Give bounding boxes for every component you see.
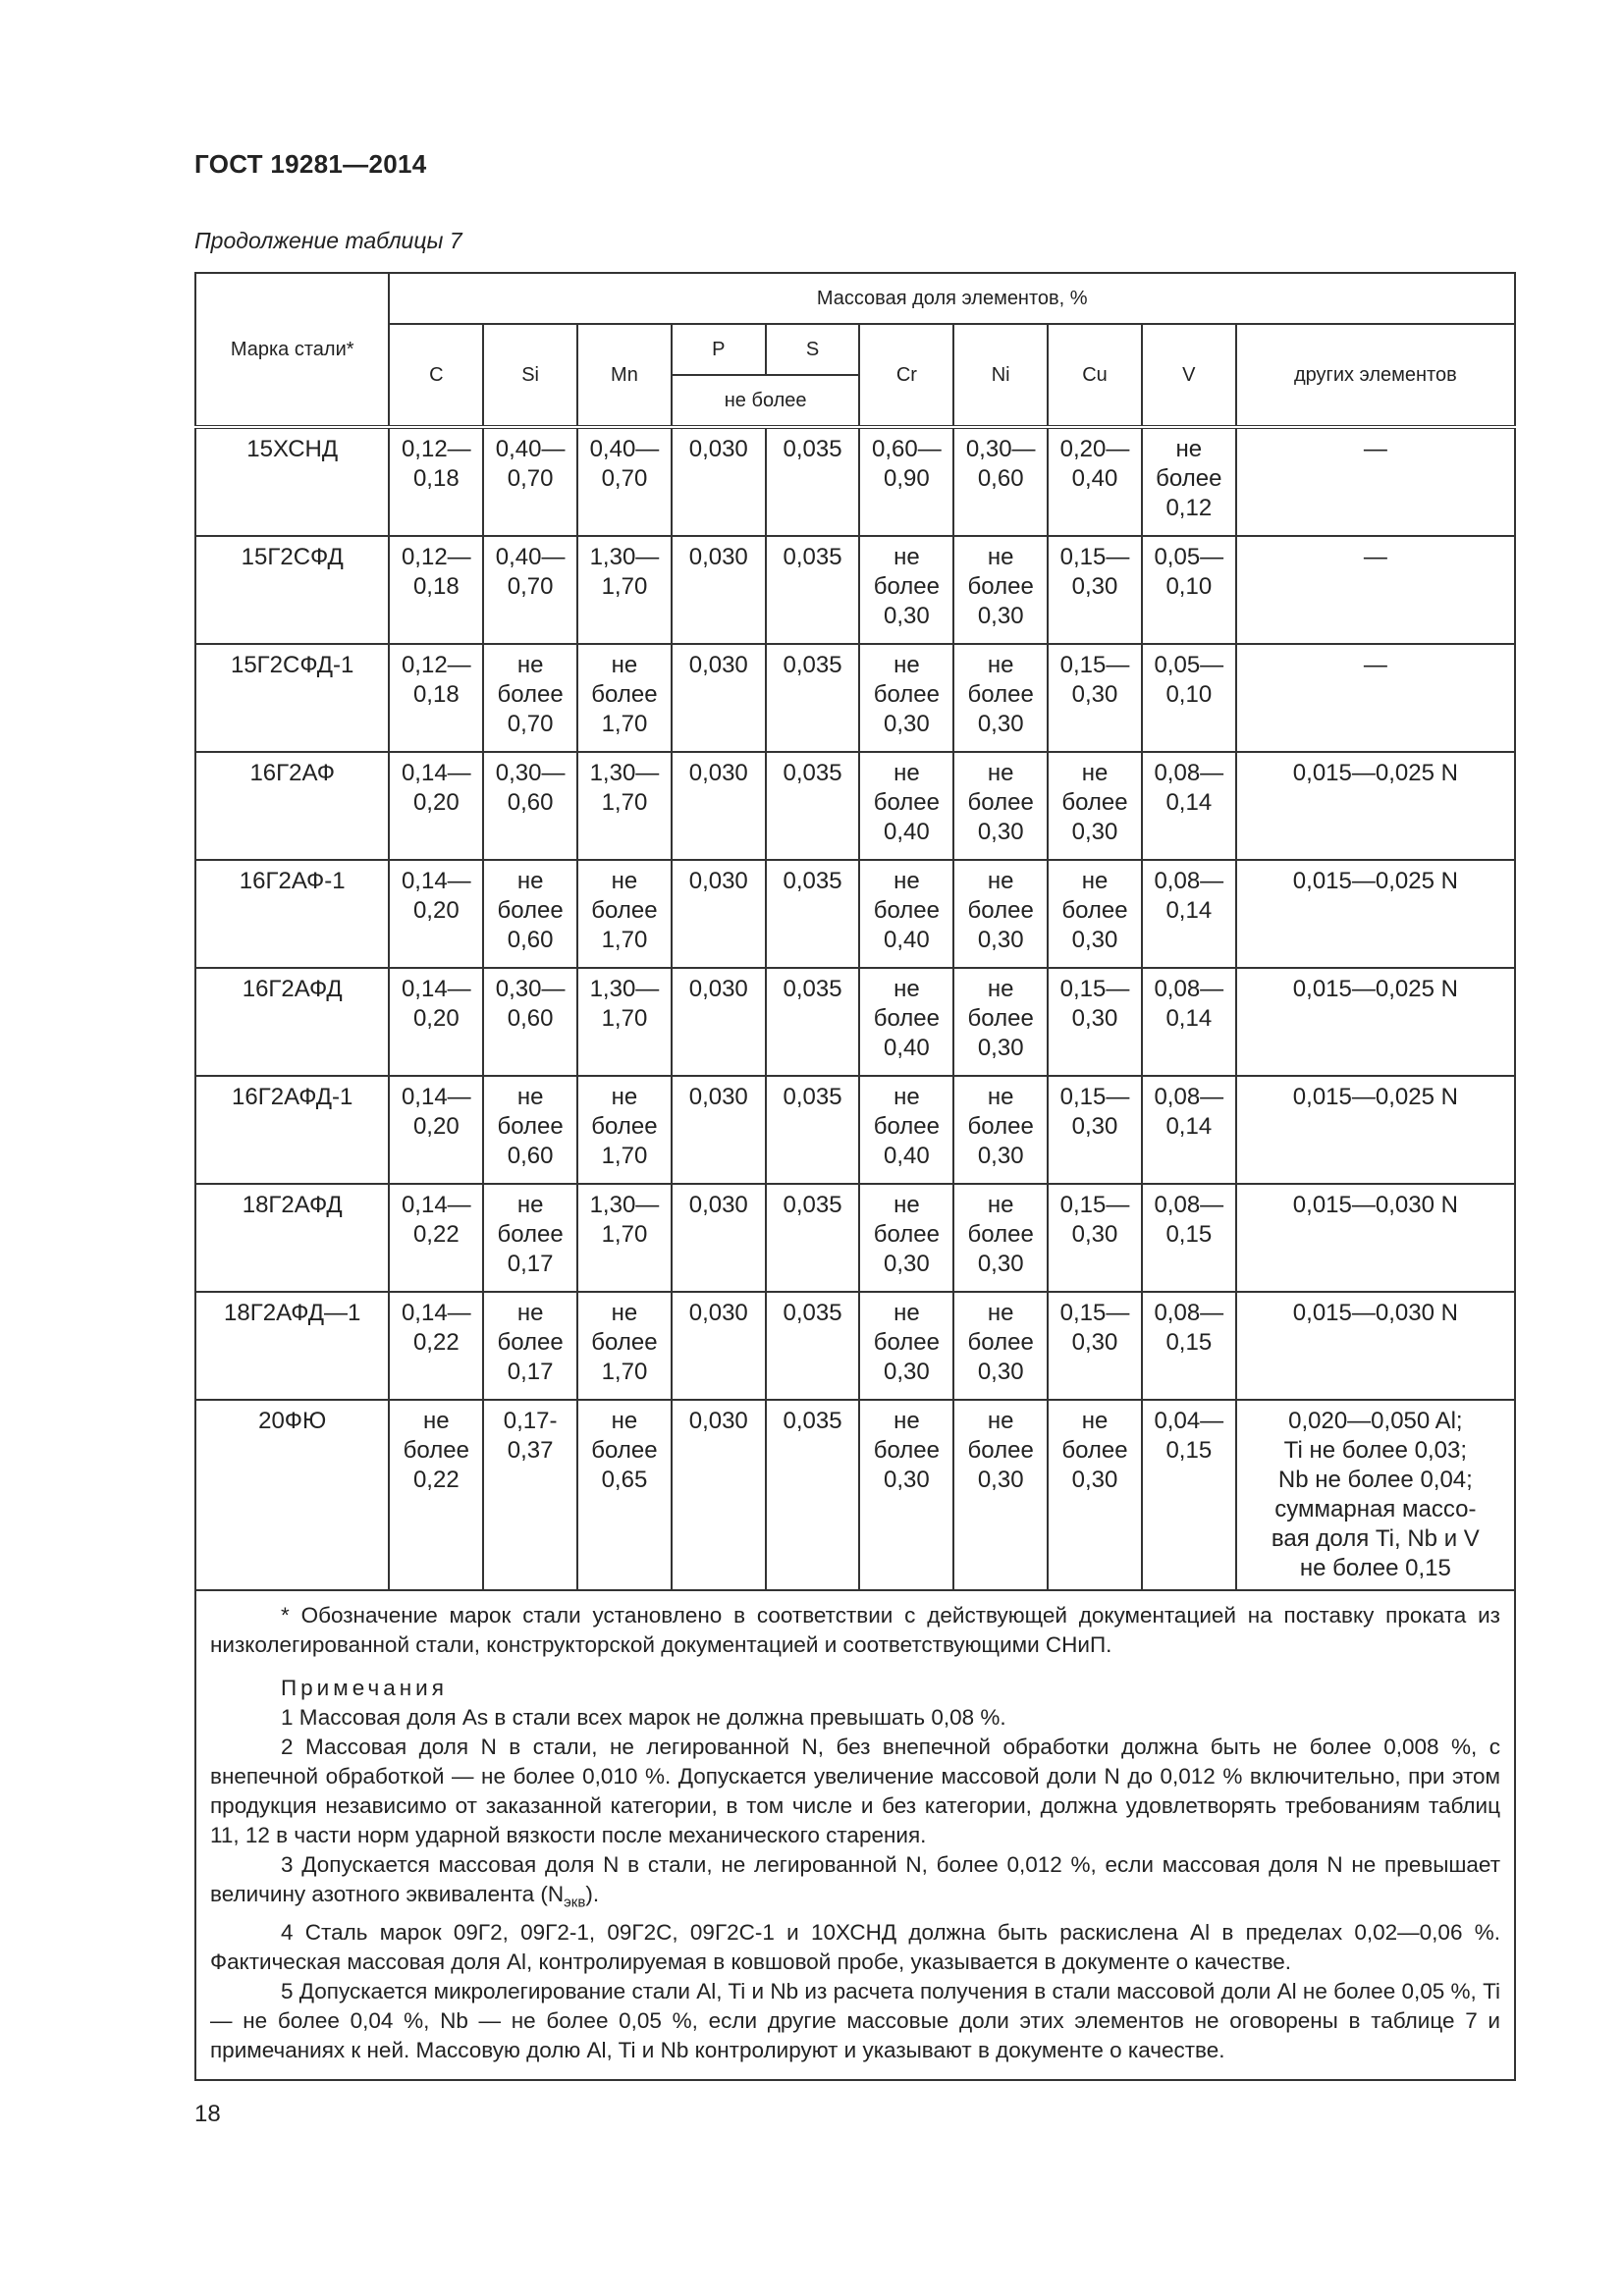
header-group: Массовая доля элементов, % <box>389 273 1515 324</box>
value-cell: 0,15— 0,30 <box>1048 968 1142 1076</box>
value-cell: 0,30— 0,60 <box>483 752 577 860</box>
value-cell: 0,17- 0,37 <box>483 1400 577 1590</box>
value-cell: не более 0,40 <box>859 860 953 968</box>
value-cell: 0,035 <box>766 860 860 968</box>
value-cell: 0,030 <box>672 1184 766 1292</box>
value-cell: 0,14— 0,22 <box>389 1292 483 1400</box>
value-cell: 0,40— 0,70 <box>483 427 577 536</box>
composition-table <box>194 272 1516 1591</box>
grade-cell: 15Г2СФД <box>195 536 389 644</box>
value-cell: 0,030 <box>672 427 766 536</box>
value-cell: 0,030 <box>672 1400 766 1590</box>
value-cell: не более 0,40 <box>859 968 953 1076</box>
value-cell: не более 0,30 <box>953 1076 1048 1184</box>
value-cell: 0,14— 0,20 <box>389 860 483 968</box>
header-p: P <box>672 324 766 375</box>
value-cell: 0,030 <box>672 644 766 752</box>
value-cell: не более 0,30 <box>953 860 1048 968</box>
value-cell: — <box>1236 427 1515 536</box>
grade-cell: 20ФЮ <box>195 1400 389 1590</box>
value-cell: 0,035 <box>766 1184 860 1292</box>
grade-cell: 15Г2СФД-1 <box>195 644 389 752</box>
value-cell: не более 0,70 <box>483 644 577 752</box>
value-cell: 0,08— 0,14 <box>1142 968 1236 1076</box>
value-cell: не более 0,17 <box>483 1292 577 1400</box>
grade-cell: 18Г2АФД—1 <box>195 1292 389 1400</box>
value-cell: 0,04— 0,15 <box>1142 1400 1236 1590</box>
value-cell: 0,12— 0,18 <box>389 536 483 644</box>
value-cell: 0,08— 0,14 <box>1142 860 1236 968</box>
value-cell: не более 0,30 <box>1048 1400 1142 1590</box>
value-cell: не более 0,60 <box>483 1076 577 1184</box>
header-si: Si <box>483 324 577 427</box>
table-row <box>195 1076 1515 1184</box>
value-cell: 0,08— 0,14 <box>1142 1076 1236 1184</box>
grade-cell: 16Г2АФ <box>195 752 389 860</box>
value-cell: 0,60— 0,90 <box>859 427 953 536</box>
note-2: 2 Массовая доля N в стали, не легированной N, без внепечной обработки должна быть не более 0,008 %, с внепечной обработкой — не более 0,010 %. Допускается увеличение массовой доли N до 0,012 % включительно, при этом продукция независимо от заказанной категории, в том числе и без категории, должна удовлетворять требованиям таблиц 11, 12 в части норм ударной вязкости после механического старения. <box>210 1735 1500 1847</box>
table-caption: Продолжение таблицы 7 <box>194 228 462 253</box>
value-cell: 0,030 <box>672 536 766 644</box>
value-cell: 0,30— 0,60 <box>483 968 577 1076</box>
value-cell: 0,035 <box>766 1292 860 1400</box>
value-cell: не более 0,60 <box>483 860 577 968</box>
value-cell: 0,015—0,025 N <box>1236 860 1515 968</box>
page-number: 18 <box>194 2101 221 2127</box>
table-row <box>195 536 1515 644</box>
table-row <box>195 860 1515 968</box>
value-cell: — <box>1236 536 1515 644</box>
notes-block <box>194 1591 1516 2081</box>
header-grade: Марка стали* <box>195 273 389 427</box>
value-cell: 0,020—0,050 Al; Ti не более 0,03; Nb не более 0,04; суммарная массо- вая доля Ti, Nb и V не более 0,15 <box>1236 1400 1515 1590</box>
value-cell: не более 0,30 <box>953 644 1048 752</box>
note-4: 4 Сталь марок 09Г2, 09Г2-1, 09Г2С, 09Г2С-1 и 10ХСНД должна быть раскислена Al в пределах 0,02—0,06 %. Фактическая массовая доля Al, контролируемая в ковшовой пробе, указывается в документе о качестве. <box>210 1919 1500 1974</box>
value-cell: 0,40— 0,70 <box>483 536 577 644</box>
value-cell: 0,15— 0,30 <box>1048 1076 1142 1184</box>
table-row <box>195 1400 1515 1590</box>
value-cell: не более 0,30 <box>953 1184 1048 1292</box>
value-cell: 0,015—0,030 N <box>1236 1184 1515 1292</box>
footnote: * Обозначение марок стали установлено в соответствии с действующей документацией на поставку проката из низколегированной стали, конструкторской документацией и соответствующими СНиП. <box>210 1603 1500 1657</box>
value-cell: 0,05— 0,10 <box>1142 644 1236 752</box>
value-cell: 0,40— 0,70 <box>577 427 672 536</box>
table-row <box>195 968 1515 1076</box>
value-cell: не более 1,70 <box>577 860 672 968</box>
value-cell: не более 0,17 <box>483 1184 577 1292</box>
value-cell: 0,12— 0,18 <box>389 644 483 752</box>
table-row <box>195 427 1515 536</box>
header-ni: Ni <box>953 324 1048 427</box>
value-cell: 1,30— 1,70 <box>577 1184 672 1292</box>
header-cr: Cr <box>859 324 953 427</box>
header-cu: Cu <box>1048 324 1142 427</box>
notes-title: Примечания <box>281 1676 448 1700</box>
value-cell: 0,30— 0,60 <box>953 427 1048 536</box>
value-cell: 0,035 <box>766 644 860 752</box>
value-cell: не более 0,30 <box>1048 752 1142 860</box>
value-cell: не более 0,30 <box>1048 860 1142 968</box>
header-mn: Mn <box>577 324 672 427</box>
value-cell: не более 0,30 <box>953 968 1048 1076</box>
value-cell: не более 0,40 <box>859 752 953 860</box>
grade-cell: 16Г2АФ-1 <box>195 860 389 968</box>
grade-cell: 16Г2АФД <box>195 968 389 1076</box>
value-cell: не более 0,30 <box>859 536 953 644</box>
value-cell: 0,08— 0,15 <box>1142 1292 1236 1400</box>
value-cell: 0,14— 0,20 <box>389 752 483 860</box>
value-cell: 0,15— 0,30 <box>1048 644 1142 752</box>
value-cell: 0,14— 0,22 <box>389 1184 483 1292</box>
value-cell: 0,030 <box>672 1292 766 1400</box>
value-cell: 0,15— 0,30 <box>1048 1184 1142 1292</box>
value-cell: не более 0,30 <box>953 1292 1048 1400</box>
value-cell: 0,030 <box>672 968 766 1076</box>
value-cell: 0,12— 0,18 <box>389 427 483 536</box>
value-cell: 0,015—0,025 N <box>1236 968 1515 1076</box>
value-cell: не более 0,40 <box>859 1076 953 1184</box>
value-cell: не более 0,65 <box>577 1400 672 1590</box>
table-body <box>195 427 1515 1590</box>
value-cell: не более 0,30 <box>953 752 1048 860</box>
value-cell: 0,035 <box>766 1400 860 1590</box>
grade-cell: 16Г2АФД-1 <box>195 1076 389 1184</box>
value-cell: не более 0,30 <box>953 1400 1048 1590</box>
value-cell: 0,035 <box>766 1076 860 1184</box>
note-5: 5 Допускается микролегирование стали Al, Ti и Nb из расчета получения в стали массовой доли Al не более 0,05 %, Ti — не более 0,04 %, Nb — не более 0,05 %, если другие массовые доли этих элементов не оговорены в таблице 7 и примечаниях к ней. Массовую долю Al, Ti и Nb контролируют и указывают в документе о качестве. <box>210 1978 1500 2062</box>
value-cell: — <box>1236 644 1515 752</box>
value-cell: 0,030 <box>672 860 766 968</box>
value-cell: 0,035 <box>766 968 860 1076</box>
table-container <box>194 272 1516 2081</box>
value-cell: 0,15— 0,30 <box>1048 536 1142 644</box>
value-cell: 1,30— 1,70 <box>577 752 672 860</box>
value-cell: 0,015—0,025 N <box>1236 1076 1515 1184</box>
value-cell: 0,20— 0,40 <box>1048 427 1142 536</box>
value-cell: 0,14— 0,20 <box>389 968 483 1076</box>
document-code: ГОСТ 19281—2014 <box>194 149 427 179</box>
grade-cell: 18Г2АФД <box>195 1184 389 1292</box>
header-other: других элементов <box>1236 324 1515 427</box>
value-cell: 1,30— 1,70 <box>577 968 672 1076</box>
value-cell: 0,08— 0,14 <box>1142 752 1236 860</box>
table-row <box>195 1292 1515 1400</box>
note-3: 3 Допускается массовая доля N в стали, не легированной N, более 0,012 %, если массовая доля N не превышает величину азотного эквивалента $(N_{экв})$. <box>210 1852 1500 1911</box>
value-cell: 0,15— 0,30 <box>1048 1292 1142 1400</box>
header-not-more: не более <box>672 375 860 427</box>
value-cell: 0,015—0,025 N <box>1236 752 1515 860</box>
value-cell: не более 1,70 <box>577 1076 672 1184</box>
value-cell: не более 0,30 <box>953 536 1048 644</box>
value-cell: не более 0,12 <box>1142 427 1236 536</box>
value-cell: не более 0,30 <box>859 1184 953 1292</box>
value-cell: не более 1,70 <box>577 1292 672 1400</box>
table-row <box>195 1184 1515 1292</box>
value-cell: 0,015—0,030 N <box>1236 1292 1515 1400</box>
value-cell: не более 0,22 <box>389 1400 483 1590</box>
value-cell: не более 0,30 <box>859 644 953 752</box>
note-1: 1 Массовая доля As в стали всех марок не должна превышать 0,08 %. <box>281 1705 1006 1730</box>
header-s: S <box>766 324 860 375</box>
header-c: C <box>389 324 483 427</box>
value-cell: 1,30— 1,70 <box>577 536 672 644</box>
value-cell: 0,030 <box>672 752 766 860</box>
value-cell: 0,035 <box>766 752 860 860</box>
value-cell: 0,030 <box>672 1076 766 1184</box>
header-v: V <box>1142 324 1236 427</box>
table-row <box>195 752 1515 860</box>
value-cell: 0,035 <box>766 427 860 536</box>
value-cell: 0,05— 0,10 <box>1142 536 1236 644</box>
value-cell: не более 0,30 <box>859 1400 953 1590</box>
value-cell: не более 1,70 <box>577 644 672 752</box>
value-cell: 0,08— 0,15 <box>1142 1184 1236 1292</box>
value-cell: 0,035 <box>766 536 860 644</box>
value-cell: 0,14— 0,20 <box>389 1076 483 1184</box>
value-cell: не более 0,30 <box>859 1292 953 1400</box>
grade-cell: 15ХСНД <box>195 427 389 536</box>
table-row <box>195 644 1515 752</box>
